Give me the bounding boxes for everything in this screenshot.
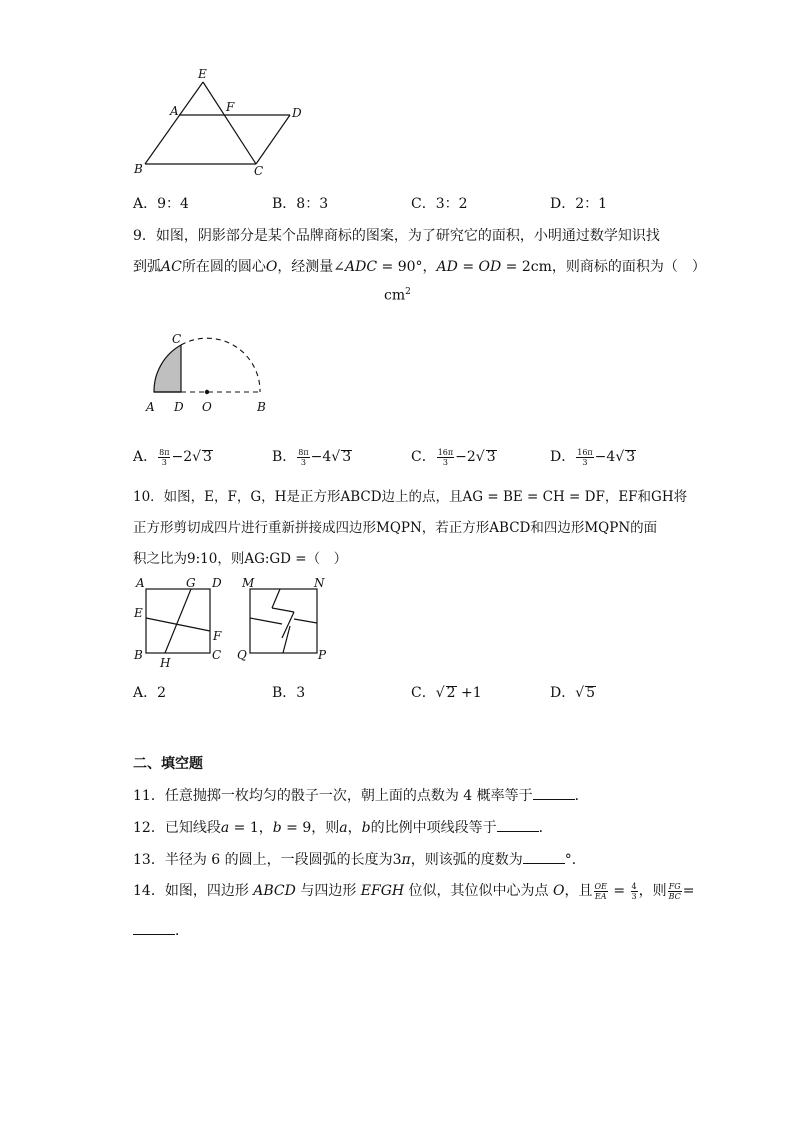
label-E: E — [198, 67, 207, 81]
q9-line2: 到弧AC所在圆的圆心O，经测量∠ADC = 90°，AD = OD = 2cm，则商标的面积为（ ） — [133, 259, 706, 275]
q8-figure — [125, 62, 315, 182]
q10-line2: 正方形剪切成四片进行重新拼接成四边形MQPN，若正方形ABCD和四边形MQPN的面 — [133, 520, 658, 536]
section-title: 二、填空题 — [133, 756, 203, 772]
segment-DC — [256, 115, 290, 164]
label-D: D — [174, 400, 184, 414]
q9-unit: $cm^2$ — [384, 287, 411, 304]
q9-option-c: C． $\frac{16\pi}{3}$ −2√ 3 — [411, 447, 496, 467]
q9-figure — [140, 325, 280, 420]
q14-line2: ． — [133, 920, 189, 940]
label-G: G — [186, 576, 196, 590]
cut-line-2 — [272, 608, 294, 612]
q8-option-c: C．3：2 — [411, 196, 468, 212]
q8-option-a: A．9：4 — [133, 196, 189, 212]
q10-option-c: C．√ 2 +1 — [411, 685, 482, 701]
center-point-O — [205, 390, 209, 394]
q8-option-d: D．2：1 — [550, 196, 608, 212]
cut-line-1 — [272, 589, 280, 608]
q10-option-d: D．√ 5 — [550, 685, 596, 701]
segment-GH — [165, 589, 191, 653]
answer-blank[interactable] — [133, 922, 175, 935]
q12: 12．已知线段a = 1，b = 9，则a，b的比例中项线段等于 ． — [133, 820, 553, 836]
q9-option-d: D． $\frac{16\pi}{3}$ −4√ 3 — [550, 447, 636, 467]
label-D: D — [292, 106, 302, 120]
label-O: O — [202, 400, 212, 414]
label-F: F — [213, 629, 222, 643]
label-D: D — [212, 576, 222, 590]
label-F: F — [226, 100, 235, 114]
q10-option-a: A．2 — [133, 685, 167, 701]
shaded-region — [154, 345, 181, 392]
label-C: C — [172, 332, 182, 346]
q10-line3: 积之比为9:10，则AG:GD =（ ） — [133, 551, 348, 567]
q8-option-b: B．8：3 — [272, 196, 329, 212]
q14: 14．如图，四边形 ABCD 与四边形 EFGH 位似，其位似中心为点 O，且 $\frac{OE}{EA}$ = $\frac{4}{3}$ ，则 $\frac{FG}{BC}$ = — [133, 881, 695, 901]
label-M: M — [242, 576, 255, 590]
label-Q: Q — [237, 648, 247, 662]
label-C: C — [212, 648, 222, 662]
q9-option-a: A． $\frac{8\pi}{3}$ −2√ 3 — [133, 447, 212, 467]
label-A: A — [170, 104, 179, 118]
cut-line-5 — [294, 619, 317, 623]
q10-option-b: B．3 — [272, 685, 306, 701]
answer-blank[interactable] — [523, 851, 565, 864]
label-E: E — [134, 606, 143, 620]
cut-line-6 — [283, 626, 290, 653]
cut-line-4 — [250, 618, 282, 624]
label-B: B — [257, 400, 266, 414]
label-A: A — [136, 576, 145, 590]
label-A: A — [146, 400, 155, 414]
label-P: P — [318, 648, 327, 662]
answer-blank[interactable] — [497, 819, 539, 832]
dashed-arc — [181, 338, 260, 392]
label-B: B — [134, 648, 143, 662]
answer-blank[interactable] — [533, 787, 575, 800]
segment-EB — [145, 82, 203, 164]
q9-option-b: B． $\frac{8\pi}{3}$ −4√ 3 — [272, 447, 352, 467]
q9-line1: 9．如图，阴影部分是某个品牌商标的图案，为了研究它的面积，小明通过数学知识找 — [133, 228, 660, 244]
label-C: C — [254, 164, 264, 178]
q10-figure — [130, 572, 340, 672]
q10-line1: 10．如图，E，F，G，H是正方形ABCD边上的点，且AG = BE = CH = DF，EF和GH将 — [133, 489, 688, 505]
q11: 11．任意抛掷一枚均匀的骰子一次，朝上面的点数为 4 概率等于 ． — [133, 788, 589, 804]
label-B: B — [134, 162, 143, 176]
q13: 13．半径为 6 的圆上，一段圆弧的长度为3π，则该弧的度数为 °． — [133, 852, 586, 868]
segment-EC — [203, 82, 256, 164]
label-N: N — [314, 576, 325, 590]
label-H: H — [160, 656, 171, 670]
